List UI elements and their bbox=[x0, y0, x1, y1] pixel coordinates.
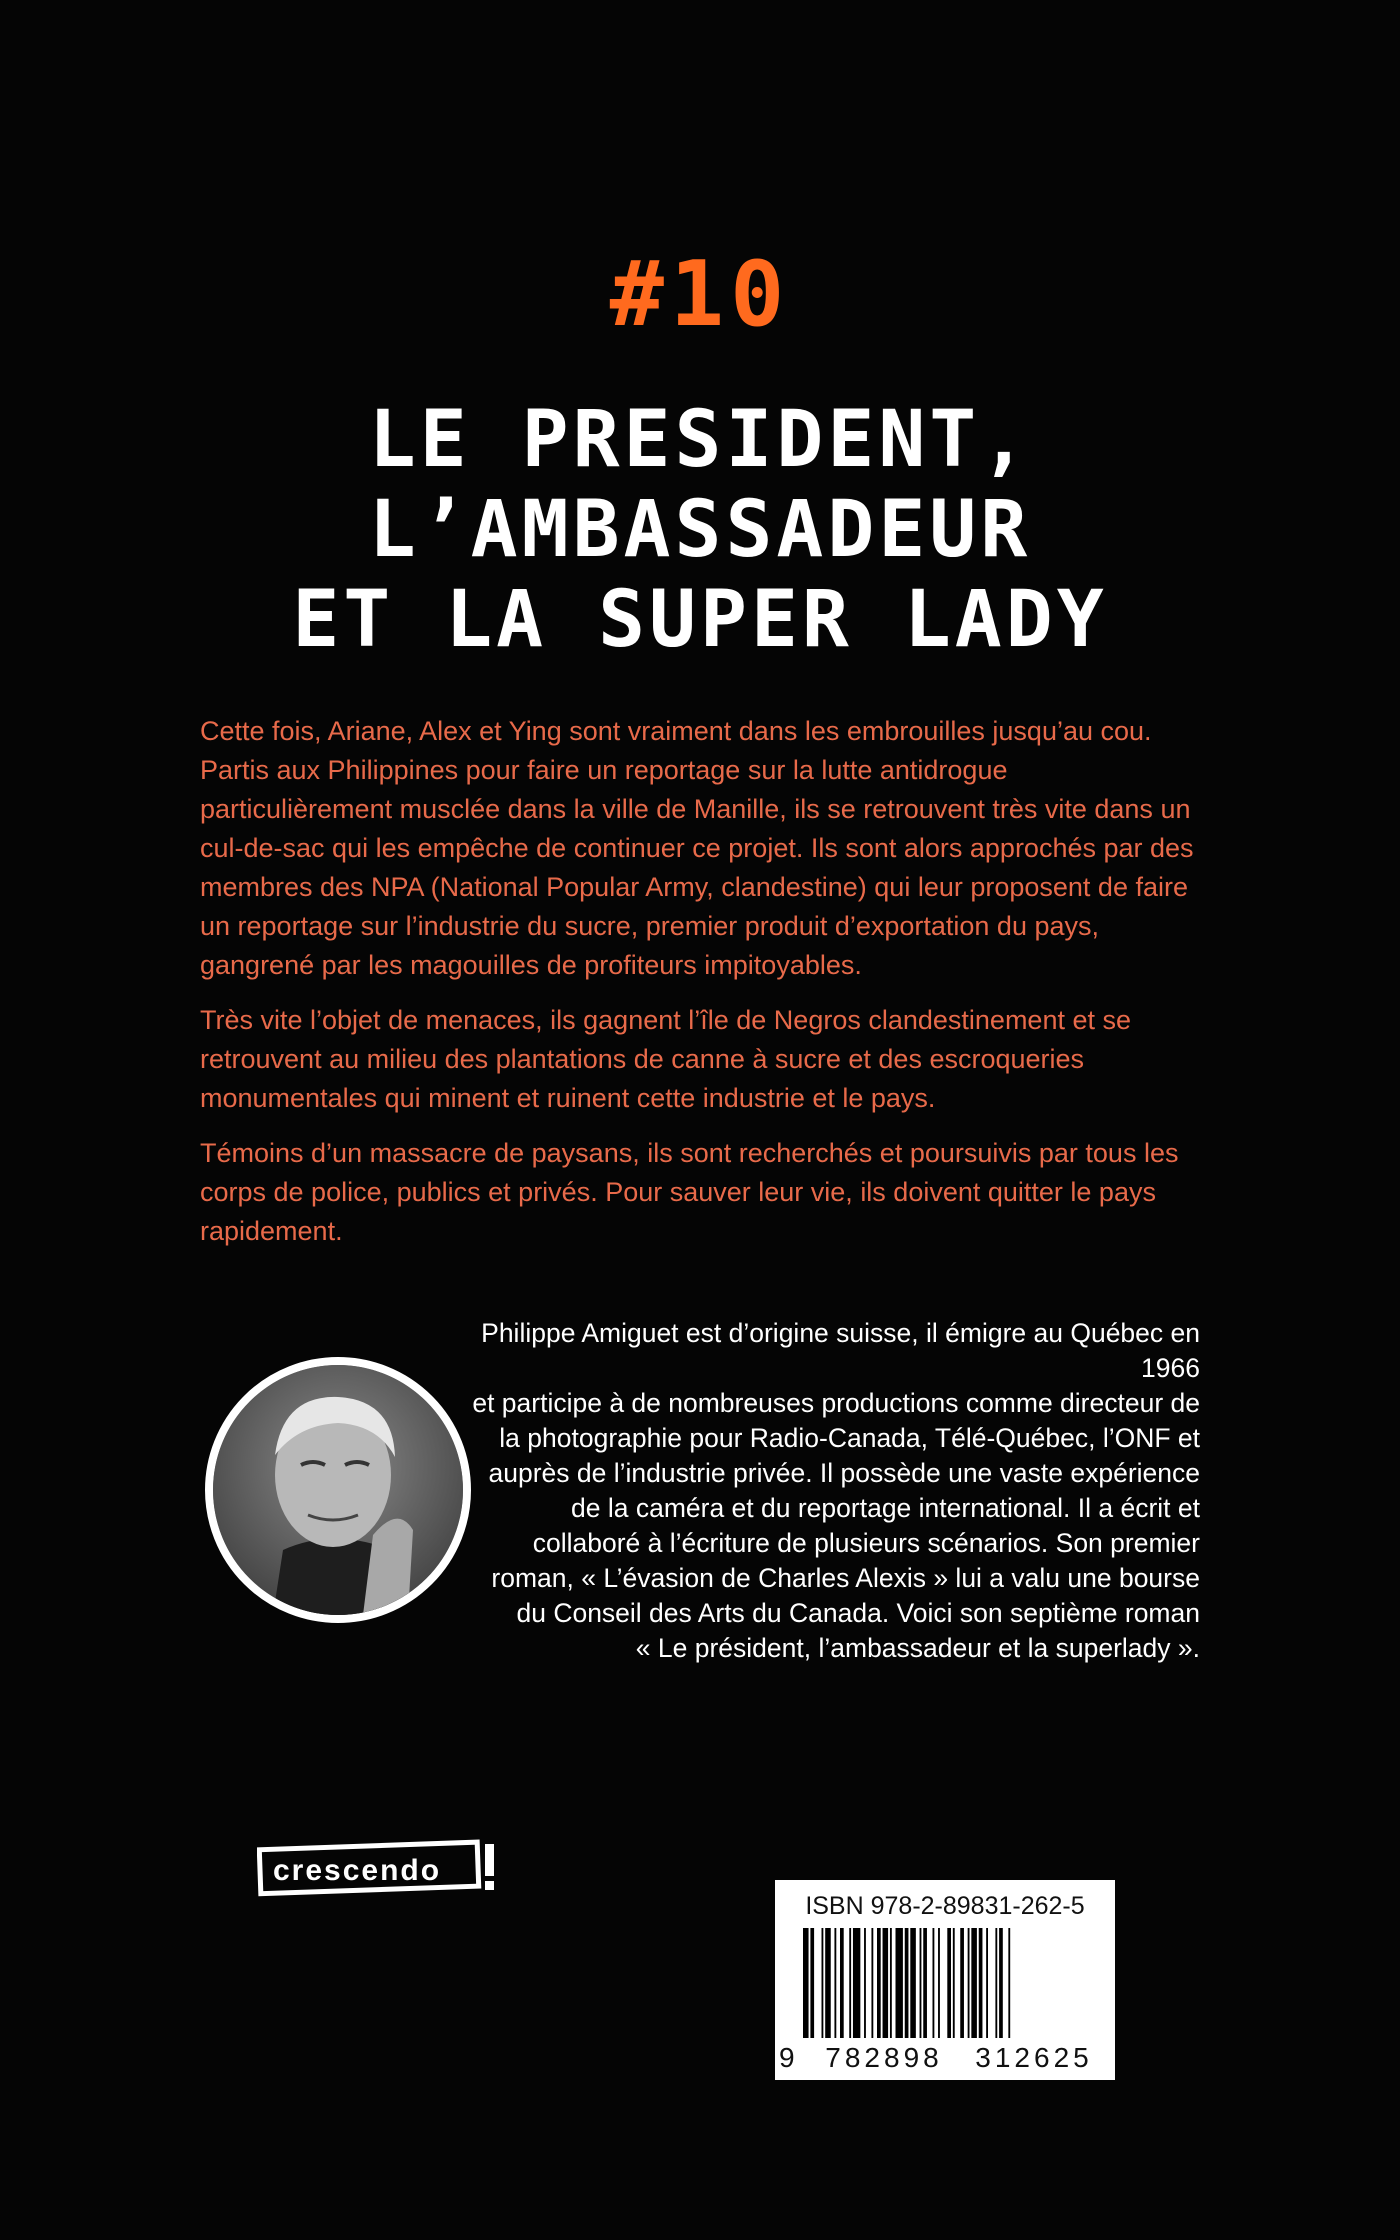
barcode-bar bbox=[960, 1928, 964, 2038]
barcode-bar bbox=[896, 1928, 903, 2038]
synopsis bbox=[200, 712, 1200, 1267]
barcode-bar bbox=[920, 1928, 922, 2038]
bio-line: la photographie pour Radio-Canada, Télé-Québec, l’ONF et bbox=[499, 1423, 1200, 1453]
crescendo-logo-icon bbox=[257, 1838, 507, 1898]
svg-text:crescendo: crescendo bbox=[273, 1854, 442, 1887]
barcode-bar bbox=[877, 1928, 881, 2038]
synopsis-paragraph: Très vite l’objet de menaces, ils gagnent l’île de Negros clandestinement et se retrouvent au milieu des plantations de canne à sucre et des escroqueries monumentales qui minent et ruinent cette industrie et le pays. bbox=[200, 1005, 1131, 1113]
publisher-logo bbox=[257, 1838, 507, 1902]
barcode-bar bbox=[822, 1928, 824, 2038]
bio-line: de la caméra et du reportage international. Il a écrit et bbox=[571, 1493, 1200, 1523]
title-line-1: LE PRESIDENT, bbox=[368, 395, 1032, 485]
barcode-bar bbox=[947, 1928, 951, 2038]
barcode-bar bbox=[999, 1928, 1003, 2038]
barcode-bar bbox=[979, 1928, 983, 2038]
barcode-bar bbox=[890, 1928, 892, 2038]
barcode-bar bbox=[840, 1928, 844, 2038]
barcode-bar bbox=[834, 1928, 836, 2038]
barcode-bar bbox=[923, 1928, 927, 2038]
barcode-bar bbox=[803, 1928, 809, 2038]
barcode bbox=[775, 1880, 1115, 2080]
barcode-digits-right: 312625 bbox=[975, 2042, 1093, 2073]
bio-line: et participe à de nombreuses productions comme directeur de bbox=[472, 1388, 1200, 1418]
barcode-bar bbox=[938, 1928, 940, 2038]
barcode-bar bbox=[883, 1928, 889, 2038]
book-title bbox=[0, 395, 1400, 665]
bio-line: auprès de l’industrie privée. Il possède une vaste expérience bbox=[488, 1458, 1200, 1488]
barcode-bar bbox=[825, 1928, 831, 2038]
barcode-bar bbox=[995, 1928, 997, 2038]
bio-line: du Conseil des Arts du Canada. Voici son septième roman bbox=[516, 1598, 1200, 1628]
author-bio bbox=[440, 1316, 1200, 1666]
bio-line: « Le président, l’ambassadeur et la superlady ». bbox=[635, 1633, 1200, 1663]
series-number: #10 bbox=[609, 242, 791, 347]
isbn-number: ISBN 978-2-89831-262-5 bbox=[805, 1892, 1085, 1920]
barcode-digit-first: 9 bbox=[779, 2042, 795, 2073]
bio-line: Philippe Amiguet est d’origine suisse, il émigre au Québec en 1966 bbox=[481, 1318, 1200, 1383]
barcode-bar bbox=[905, 1928, 909, 2038]
barcode-bar bbox=[953, 1928, 955, 2038]
barcode-bar bbox=[810, 1928, 814, 2038]
barcode-bar bbox=[910, 1928, 916, 2038]
barcode-bar bbox=[1008, 1928, 1010, 2038]
author-portrait-icon bbox=[213, 1365, 463, 1615]
author-photo bbox=[205, 1357, 471, 1623]
synopsis-paragraph: Cette fois, Ariane, Alex et Ying sont vraiment dans les embrouilles jusqu’au cou. Partis aux Philippines pour faire un reportage sur la lutte antidrogue particulièrement musclée dans la ville de Manille, ils se retrouvent très vite dans un cul-de-sac qui les empêche de continuer ce projet. Ils sont alors approchés par des membres des NPA (National Popular Army, clandestine) qui leur proposent de faire un reportage sur l’industrie du sucre, premier produit d’exportation du pays, gangrené par les magouilles de profiteurs impitoyables. bbox=[200, 716, 1194, 980]
title-line-2: L’AMBASSADEUR bbox=[368, 485, 1032, 575]
barcode-bar bbox=[853, 1928, 860, 2038]
synopsis-paragraph: Témoins d’un massacre de paysans, ils sont recherchés et poursuivis par tous les corps de police, publics et privés. Pour sauver leur vie, ils doivent quitter le pays rapidement. bbox=[200, 1138, 1179, 1246]
barcode-bar bbox=[871, 1928, 873, 2038]
title-line-3: ET LA SUPER LADY bbox=[292, 575, 1108, 665]
barcode-bar bbox=[968, 1928, 970, 2038]
barcode-bar bbox=[986, 1928, 988, 2038]
barcode-digits bbox=[779, 2042, 1111, 2074]
barcode-bar bbox=[971, 1928, 977, 2038]
bio-line: collaboré à l’écriture de plusieurs scénarios. Son premier bbox=[532, 1528, 1200, 1558]
bio-line: roman, « L’évasion de Charles Alexis » lui a valu une bourse bbox=[491, 1563, 1200, 1593]
barcode-bar bbox=[864, 1928, 866, 2038]
barcode-bar bbox=[933, 1928, 935, 2038]
barcode-digits-left: 782898 bbox=[825, 2042, 943, 2073]
barcode-bar bbox=[849, 1928, 851, 2038]
